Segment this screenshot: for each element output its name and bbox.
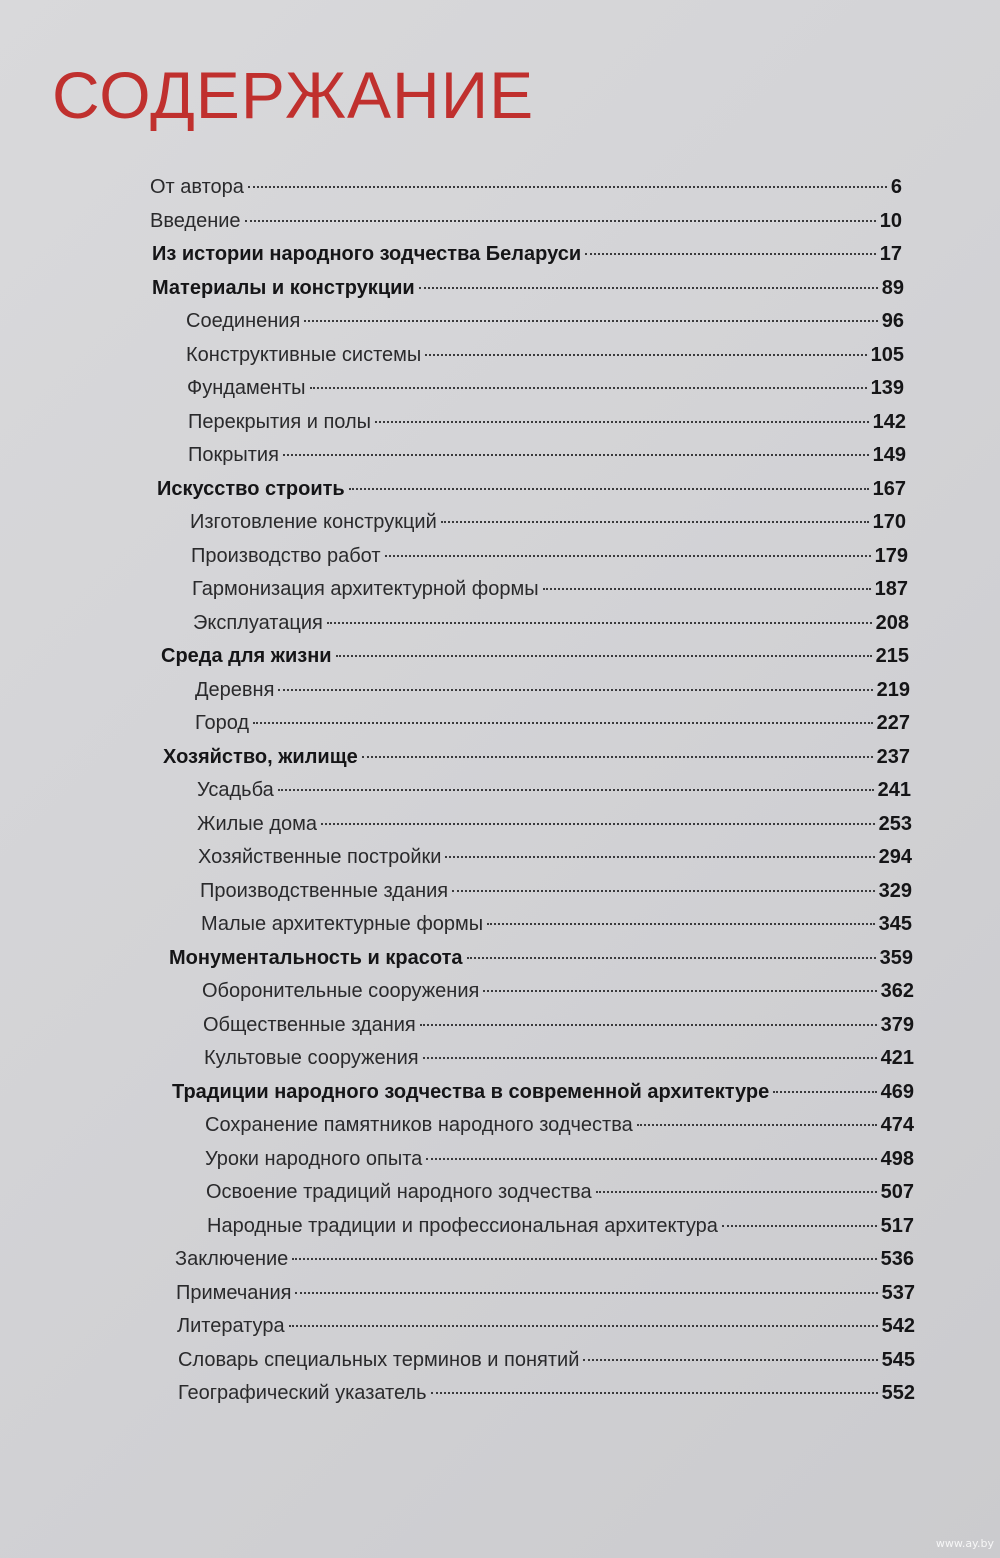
toc-entry-label: Географический указатель	[178, 1382, 427, 1404]
toc-page-number: 149	[872, 444, 906, 466]
toc-entry-label: Словарь специальных терминов и понятий	[178, 1348, 580, 1371]
toc-page-number: 379	[880, 1013, 914, 1036]
dot-leader	[585, 253, 876, 255]
toc-entry	[200, 876, 912, 906]
toc-entry	[176, 1278, 915, 1308]
dot-leader	[426, 1158, 876, 1160]
dot-leader	[445, 856, 874, 858]
toc-entry-label: Из истории народного зодчества Беларуси	[152, 243, 582, 265]
dot-leader	[385, 555, 871, 557]
toc-page-number: 139	[870, 377, 904, 399]
toc-entry	[202, 976, 914, 1006]
toc-entry	[187, 373, 904, 403]
toc-entry	[175, 1244, 914, 1274]
toc-page-number: 421	[880, 1047, 914, 1069]
toc-page-number: 227	[876, 712, 910, 734]
toc-page-number: 329	[878, 879, 912, 902]
dot-leader	[278, 689, 872, 691]
toc-entry-label: Конструктивные системы	[186, 343, 422, 366]
toc-entry	[197, 775, 911, 805]
dot-leader	[596, 1191, 877, 1193]
dot-leader	[583, 1359, 877, 1361]
toc-page-number: 105	[870, 343, 904, 366]
toc-page-number: 179	[874, 544, 908, 567]
toc-section	[152, 273, 904, 303]
dot-leader	[245, 220, 876, 222]
toc-page-number: 517	[880, 1214, 914, 1237]
toc-section	[172, 1077, 914, 1107]
toc-entry	[198, 842, 912, 872]
toc-entry	[193, 608, 909, 638]
toc-entry-label: Хозяйственные постройки	[198, 846, 442, 868]
toc-page-number: 215	[875, 645, 909, 667]
toc-entry	[205, 1144, 914, 1174]
toc-page-number: 294	[878, 846, 912, 868]
toc-entry-label: Освоение традиций народного зодчества	[206, 1181, 592, 1203]
toc-page-number: 536	[880, 1248, 914, 1270]
dot-leader	[295, 1292, 877, 1294]
dot-leader	[304, 320, 877, 322]
toc-entry	[178, 1345, 915, 1375]
toc-page-number: 89	[881, 276, 904, 299]
toc-section	[161, 641, 909, 671]
dot-leader	[722, 1225, 877, 1227]
dot-leader	[362, 756, 873, 758]
toc-page-number: 187	[874, 578, 908, 600]
toc-entry-label: Производственные здания	[200, 879, 449, 902]
toc-entry-label: Сохранение памятников народного зодчества	[205, 1114, 633, 1136]
toc-page-number: 362	[880, 980, 914, 1002]
page-title: СОДЕРЖАНИЕ	[52, 58, 535, 132]
toc-page-number: 345	[878, 913, 912, 935]
toc-section	[169, 943, 913, 973]
toc-entry-label: От автора	[150, 176, 244, 198]
toc-page-number: 241	[877, 779, 911, 801]
toc-entry	[205, 1110, 914, 1140]
toc-entry-label: Малые архитектурные формы	[201, 913, 484, 935]
watermark: www.ay.by	[935, 1537, 994, 1550]
toc-entry	[192, 574, 908, 604]
toc-entry-label: Введение	[150, 209, 241, 232]
toc-entry	[191, 541, 908, 571]
toc-entry-label: Фундаменты	[187, 377, 306, 399]
dot-leader	[637, 1124, 877, 1126]
toc-page-number: 474	[880, 1114, 914, 1136]
toc-entry-label: Жилые дома	[197, 812, 318, 835]
toc-page-number: 359	[879, 946, 913, 969]
toc-entry	[195, 708, 910, 738]
toc-entry	[150, 172, 902, 202]
toc-entry-label: Производство работ	[191, 544, 381, 567]
dot-leader	[467, 957, 876, 959]
toc-entry-label: Народные традиции и профессиональная архитектура	[207, 1214, 718, 1237]
toc-page-number: 537	[881, 1281, 915, 1304]
toc-entry	[197, 809, 912, 839]
dot-leader	[289, 1325, 878, 1327]
toc-entry-label: Покрытия	[188, 444, 279, 466]
dot-leader	[292, 1258, 876, 1260]
toc-page-number: 469	[880, 1080, 914, 1103]
toc-page-number: 498	[880, 1147, 914, 1170]
toc-page-number: 167	[872, 477, 906, 500]
toc-entry	[204, 1043, 914, 1073]
dot-leader	[278, 789, 874, 791]
dot-leader	[420, 1024, 877, 1026]
toc-entry-label: Изготовление конструкций	[190, 511, 437, 533]
dot-leader	[431, 1392, 878, 1394]
toc-page-number: 545	[881, 1348, 915, 1371]
dot-leader	[349, 488, 869, 490]
toc-page-number: 96	[881, 310, 904, 332]
toc-entry	[150, 206, 902, 236]
toc-entry	[203, 1010, 914, 1040]
toc-entry-label: Эксплуатация	[193, 611, 323, 634]
toc-entry-label: Культовые сооружения	[204, 1047, 419, 1069]
toc-entry-label: Перекрытия и полы	[188, 410, 371, 433]
toc-page-number: 552	[881, 1382, 915, 1404]
toc-page-number: 208	[875, 611, 909, 634]
toc-entry-label: Материалы и конструкции	[152, 276, 415, 299]
dot-leader	[425, 354, 866, 356]
toc-entry-label: Примечания	[176, 1281, 292, 1304]
toc-page-number: 253	[878, 812, 912, 835]
toc-page-number: 170	[872, 511, 906, 533]
dot-leader	[483, 990, 876, 992]
toc-section	[157, 474, 906, 504]
dot-leader	[310, 387, 867, 389]
toc-entry-label: Соединения	[186, 310, 301, 332]
toc-entry	[195, 675, 910, 705]
toc-entry-label: Оборонительные сооружения	[202, 980, 480, 1002]
toc-section	[163, 742, 910, 772]
dot-leader	[336, 655, 872, 657]
dot-leader	[283, 454, 869, 456]
toc-page-number: 507	[880, 1181, 914, 1203]
toc-entry	[188, 440, 906, 470]
toc-page-number: 142	[872, 410, 906, 433]
toc-entry-label: Монументальность и красота	[169, 946, 463, 969]
dot-leader	[321, 823, 875, 825]
dot-leader	[248, 186, 887, 188]
toc-page-number: 542	[881, 1315, 915, 1337]
toc-entry-label: Город	[195, 712, 250, 734]
toc-entry-label: Общественные здания	[203, 1013, 416, 1036]
toc-entry	[190, 507, 906, 537]
toc-entry-label: Литература	[177, 1315, 285, 1337]
dot-leader	[543, 588, 871, 590]
toc-entry	[206, 1177, 914, 1207]
dot-leader	[441, 521, 869, 523]
dot-leader	[452, 890, 875, 892]
dot-leader	[327, 622, 872, 624]
toc-entry-label: Усадьба	[197, 779, 274, 801]
toc-entry	[207, 1211, 914, 1241]
toc-section	[152, 239, 902, 269]
toc-entry-label: Хозяйство, жилище	[163, 745, 358, 768]
toc-entry-label: Уроки народного опыта	[205, 1147, 423, 1170]
toc-entry-label: Гармонизация архитектурной формы	[192, 578, 539, 600]
dot-leader	[375, 421, 869, 423]
toc-entry	[178, 1378, 915, 1408]
toc-page-number: 237	[876, 745, 910, 768]
dot-leader	[253, 722, 873, 724]
toc-entry	[201, 909, 912, 939]
dot-leader	[773, 1091, 876, 1093]
toc-entry	[186, 340, 904, 370]
toc-entry-label: Среда для жизни	[161, 645, 332, 667]
toc-entry-label: Деревня	[195, 678, 275, 701]
toc-entry	[177, 1311, 915, 1341]
toc-page-number: 6	[890, 176, 902, 198]
toc-entry-label: Искусство строить	[157, 477, 345, 500]
dot-leader	[423, 1057, 877, 1059]
toc-entry-label: Заключение	[175, 1248, 289, 1270]
dot-leader	[487, 923, 874, 925]
toc-page-number: 10	[879, 209, 902, 232]
toc-entry	[188, 407, 906, 437]
toc-entry-label: Традиции народного зодчества в современной архитектуре	[172, 1080, 770, 1103]
toc-page-number: 17	[879, 243, 902, 265]
dot-leader	[419, 287, 878, 289]
toc-page-number: 219	[876, 678, 910, 701]
toc-entry	[186, 306, 904, 336]
